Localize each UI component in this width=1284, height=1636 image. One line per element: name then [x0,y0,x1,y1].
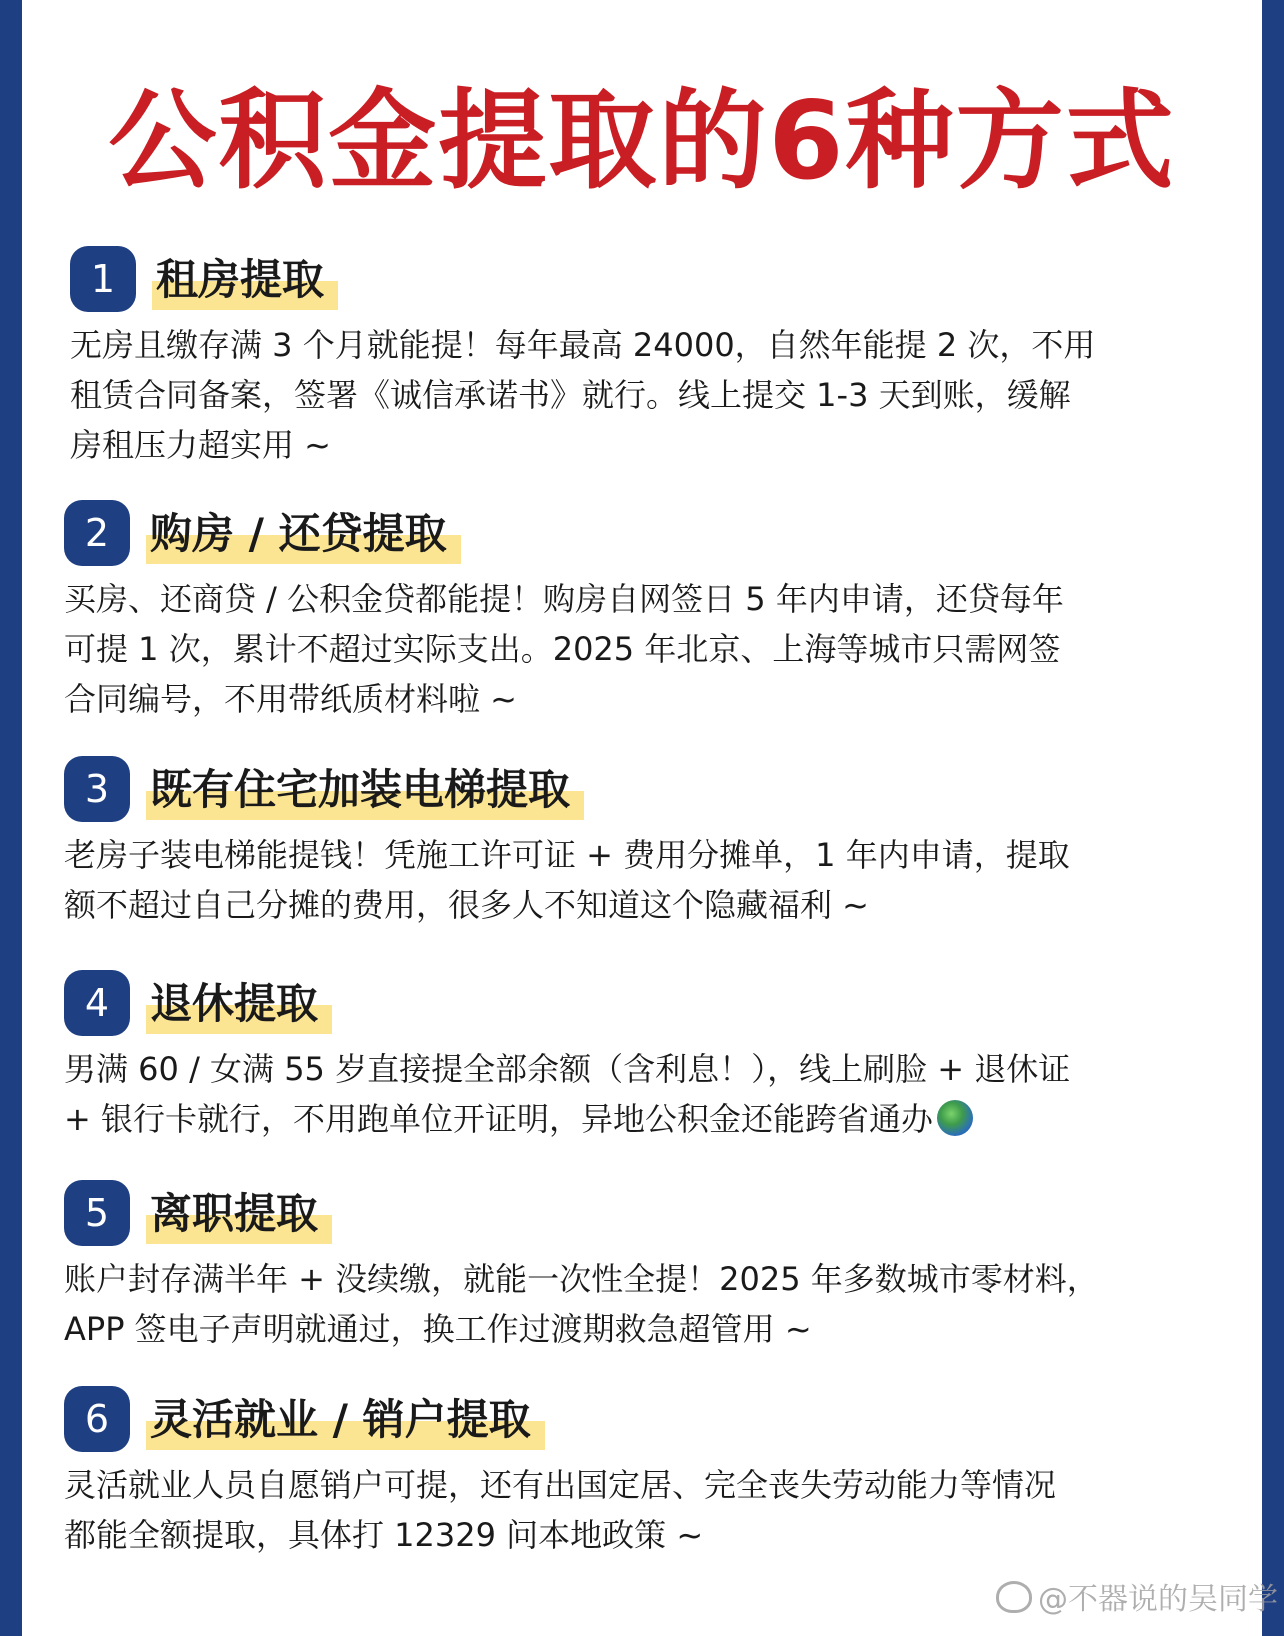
section-retirement [64,970,1284,1144]
section-purchase [64,500,1284,724]
poster-card [22,0,1262,1636]
section-header [70,246,1284,312]
section-header [64,756,1284,822]
body-line: 账户封存满半年 + 没续缴，就能一次性全提！2025 年多数城市零材料， [64,1260,1099,1298]
section-header [64,1386,1284,1452]
number-badge: 6 [64,1386,130,1452]
body-line: 额不超过自己分摊的费用，很多人不知道这个隐藏福利 ~ [64,886,869,924]
number-badge: 4 [64,970,130,1036]
watermark [996,1574,1278,1618]
section-title: 离职提取 [146,1184,332,1244]
body-line: 无房且缴存满 3 个月就能提！每年最高 24000，自然年能提 2 次，不用 [70,326,1096,364]
body-line: 买房、还商贷 / 公积金贷都能提！购房自网签日 5 年内申请，还贷每年 [64,580,1064,618]
number-badge: 5 [64,1180,130,1246]
section-title: 灵活就业 / 销户提取 [146,1390,545,1450]
section-body [64,1044,1204,1144]
section-flexible [64,1386,1284,1560]
section-body [64,830,1204,930]
section-title: 购房 / 还贷提取 [146,504,461,564]
section-header [64,1180,1284,1246]
page-title: 公积金提取的6种方式 [108,79,1176,204]
number-badge: 1 [70,246,136,312]
section-title: 退休提取 [146,974,332,1034]
watermark-text: @不器说的吴同学 [1038,1582,1278,1617]
body-line: 灵活就业人员自愿销户可提，还有出国定居、完全丧失劳动能力等情况 [64,1466,1057,1504]
body-line: 都能全额提取，具体打 12329 问本地政策 ~ [64,1516,704,1554]
body-line: 男满 60 / 女满 55 岁直接提全部余额（含利息！），线上刷脸 + 退休证 [64,1050,1071,1088]
body-line: APP 签电子声明就通过，换工作过渡期救急超管用 ~ [64,1310,812,1348]
body-line: 可提 1 次，累计不超过实际支出。2025 年北京、上海等城市只需网签 [64,630,1061,668]
section-title: 租房提取 [152,250,338,310]
number-badge: 2 [64,500,130,566]
section-resignation [64,1180,1284,1354]
body-line: 租赁合同备案，签署《诚信承诺书》就行。线上提交 1-3 天到账，缓解 [70,376,1071,414]
body-line: 老房子装电梯能提钱！凭施工许可证 + 费用分摊单，1 年内申请，提取 [64,836,1070,874]
section-rent [70,246,1284,470]
section-body [64,1460,1204,1560]
section-body [70,320,1210,470]
section-title: 既有住宅加装电梯提取 [146,760,584,820]
section-elevator [64,756,1284,930]
body-line [64,1094,1204,1144]
body-line: 房租压力超实用 ~ [70,426,331,464]
section-body [64,1254,1204,1354]
section-header [64,970,1284,1036]
section-body [64,574,1204,724]
body-line: 合同编号，不用带纸质材料啦 ~ [64,680,517,718]
globe-icon [937,1100,973,1136]
weibo-icon [996,1581,1032,1613]
number-badge: 3 [64,756,130,822]
section-header [64,500,1284,566]
body-line-text: + 银行卡就行，不用跑单位开证明，异地公积金还能跨省通办 [64,1100,933,1138]
